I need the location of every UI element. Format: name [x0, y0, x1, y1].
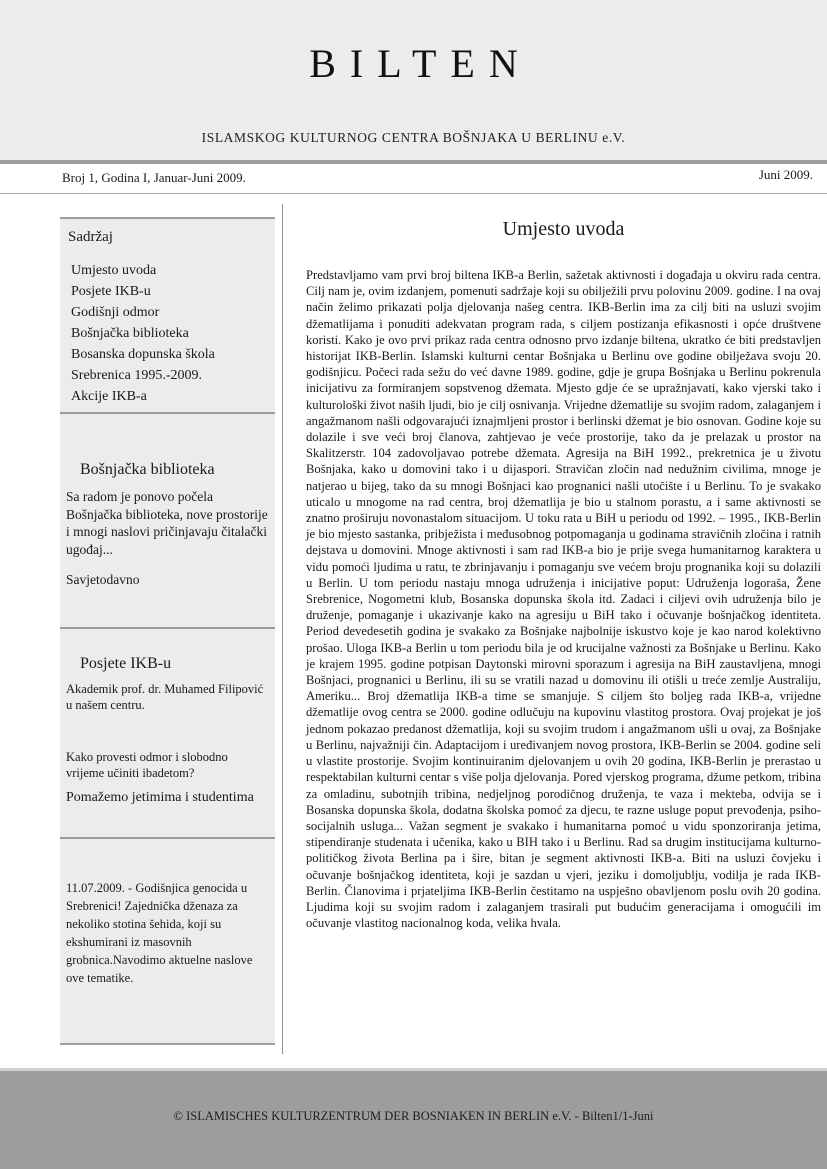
- column-divider: [282, 204, 283, 1054]
- toc-item-posjete[interactable]: Posjete IKB-u: [71, 284, 151, 299]
- newsletter-title: BILTEN: [309, 41, 532, 86]
- table-of-contents: [60, 217, 275, 412]
- issue-date: Juni 2009.: [758, 167, 813, 182]
- advisory-link[interactable]: Savjetodavno: [66, 572, 140, 587]
- issue-bar: [0, 164, 827, 192]
- main-article: [306, 214, 821, 931]
- newsletter-subtitle: ISLAMSKOG KULTURNOG CENTRA BOŠNJAKA U BERLINU e.V.: [201, 130, 626, 145]
- footer-copyright: © ISLAMISCHES KULTURZENTRUM DER BOSNIAKEN IN BERLIN e.V. - Bilten1/1-Juni: [173, 1109, 654, 1123]
- toc-item-godisnji-odmor[interactable]: Godišnji odmor: [71, 305, 160, 320]
- visit-text: Akademik prof. dr. Muhamed Filipović u našem centru.: [66, 682, 264, 712]
- toc-item-akcije[interactable]: Akcije IKB-a: [71, 389, 147, 404]
- vacation-question: Kako provesti odmor i slobodno vrijeme učiniti ibadetom?: [66, 750, 228, 780]
- article-title: Umjesto uvoda: [502, 218, 625, 240]
- masthead: [0, 0, 827, 160]
- visits-box: [60, 627, 275, 837]
- toc-item-biblioteka[interactable]: Bošnjačka biblioteka: [71, 326, 189, 341]
- srebrenica-news-box: [60, 837, 275, 1045]
- toc-item-srebrenica[interactable]: Srebrenica 1995.-2009.: [71, 368, 203, 383]
- footer: [0, 1068, 827, 1169]
- toc-title: Sadržaj: [68, 229, 113, 245]
- orphans-help: Pomažemo jetimima i studentima: [66, 790, 254, 805]
- issue-info: Broj 1, Godina I, Januar-Juni 2009.: [62, 170, 246, 185]
- toc-item-dopunska-skola[interactable]: Bosanska dopunska škola: [71, 347, 215, 362]
- article-body: Predstavljamo vam prvi broj biltena IKB-a Berlin, sažetak aktivnosti i događaja u okviru rada centra. Cilj nam je, ovim izdanjem, pomenuti sadržaje koji su obilježili prvu polovinu 2009. godine. I na ovaj način želimo prikazati polja djelovanja našeg centra. IKB-Berlin ima za cilj biti na usluzi svojim džematlijama i ponuditi adekvatan program rada, s ciljem postizanja efikasnosti i opće društvene koristi. Kako je ovo prvi prikaz rada centra odnosno prvo izdanje biltena, ukratko će biti predstavljen historijat IKB-Berlin. Islamski kulturni centar Bošnjaka u Berlinu ove godine obilježava svoju 20. godišnjicu. Počeci rada sežu do već davne 1989. godine, gdje je grupa Bošnjaka u Berlinu pokrenula inicijativu za formiranjem sopstvenog džemata. Mjesto gdje će se upražnjavati, kako vjerski tako i kulturološki život naših ljudi, bio je cilj osnivanja. Vrijedne džematlije su svojim radom, zalaganjem i angažmanom našli odgovarajući iznajmljeni prostor i berlinski džemat je bio osnovan. Godine koje su dolazile i sve veći broj članova, zahtjevao je veće prostorije, tako da je prelazak u prostor na Skalitzerstr. 104 zadovoljavao potrebe džemata. Agresija na BiH 1992., prekretnica je u životu Bošnjaka, kako u domovini tako i u dijaspori. Stravičan zločin nad nedužnim civilima, mnoge je natjerao u bijeg, tako da su mnogi Bošnjaci kao prognanici našli utočište i u Berlinu. To je svakako uticalo u mnogome na rad centra, broj džematlija je bio u stalnom porastu, a i same aktivnosti se znatno proširuju novonastalom situacijom. U toku rata u BiH u periodu od 1992. – 1995., IKB-Berlin je bio mjesto sastanka, pribježista i međusobnog potpomaganja u godinama stravičnih zločina i ratnih dejstava u domovini. Mnoge aktivnosti i sam rad IKB-a bio je prije svega humanitarnog karaktera u vidu pomoći ljudima u ratu, te zbrinjavanju i pomaganju sve većem broju prognanika koji su dolazili u Berlin. U tom periodu nastaju mnoga udruženja i inicijative poput: Udruženja logoraša, Žene Srebrenice, Nogometni klub, Bosanska dopunska škola itd. Zadaci i ciljevi ovih udruženja bilo je druženje, pomaganje i ukazivanje kako na agresiju u BiH tako i očuvanje bošnjačkog identiteta. Period devedesetih godina je svakako za Bošnjake najbolnije iskustvo koje je kao narod kolektivno prošao. Uloga IKB-a Berlin u tom periodu bila je od krucijalne važnosti za Bošnjake u Berlinu. Kako je krajem 1995. godine potpisan Daytonski mirovni sporazum i agresija na BiH zaustavljena, mnogi Bošnjaci, prognanici u Berlinu, ili su se vratili nazad u domovinu ili otišli u treće zemlje Australiju, Ameriku... Broj džematlija IKB-a time se smanjuje. S ciljem što boljeg rada IKB-a, vrijedne džematlije ovog centra se 2000. godine odlučuju na kupovinu vlastitog prostora. Ovaj projekat je još jednom pokazao predanost džematlija, koji su svojim trudom i angažmanom ušli u ovaj, za Bošnjake u Berlinu, najvažniji čin. Adaptacijom i uređivanjem novog prostora, IKB-Berlin se 2004. godine seli u vlastite prostorije. Svojim kontinuiranim djelovanjem u ovih 20 godina, IKB-Berlin je prerastao u respektabilan kulturni centar s više polja djelovanja. Pored vjerskog programa, džume petkom, tribina za omladinu, subotnjih tribina, nedjeljnog porodičnog druženja, te vaza i mekteba, odvija se i Bosanska dopunska škola, dodatna školska pomoć za djecu, te razne usluge poput prevođenja, psiho-socijalnih usluga... Važan segment je svakako i humanitarna pomoć u vidu sponzoriranja jetima, stipendiranje studenata i učenika, kako u BIH tako i u Berlinu. Rad sa drugim institucijama kulturno-političkog života Berlina pa i šire, bitan je segment aktivnosti IKB-a. Biti na usluzi čovjeku i očuvanje bošnjačkog identiteta, koji je sazdan u vjeri, jeziku i domoljublju, vodilja je rada IKB-Berlin. Članovima i prjateljima IKB-Berlin čestitamo na uspješno obavljenom poslu ovih 20 godina. Ljudima koji su svojim radom i zalaganjem trasirali put budućim generacijama i omogućili im očuvanje vlastitog nacionalnog koda, velika hvala.: [306, 268, 821, 931]
- library-text: Sa radom je ponovo počela Bošnjačka biblioteka, nove prostorije i mnogi naslovi pričinjavaju čitalački ugođaj...: [66, 489, 268, 557]
- library-title: Bošnjačka biblioteka: [80, 461, 215, 478]
- library-box: [60, 412, 275, 627]
- visits-title: Posjete IKB-u: [80, 655, 172, 672]
- issue-divider: [0, 193, 827, 194]
- sidebar: [60, 217, 275, 1045]
- toc-item-umjesto-uvoda[interactable]: Umjesto uvoda: [71, 263, 157, 278]
- srebrenica-news-text: 11.07.2009. - Godišnjica genocida u Srebrenici! Zajednička dženaza za nekoliko stotina šehida, koji su ekshumirani iz masovnih grobnica.Navodimo aktuelne naslove ove tematike.: [66, 881, 253, 985]
